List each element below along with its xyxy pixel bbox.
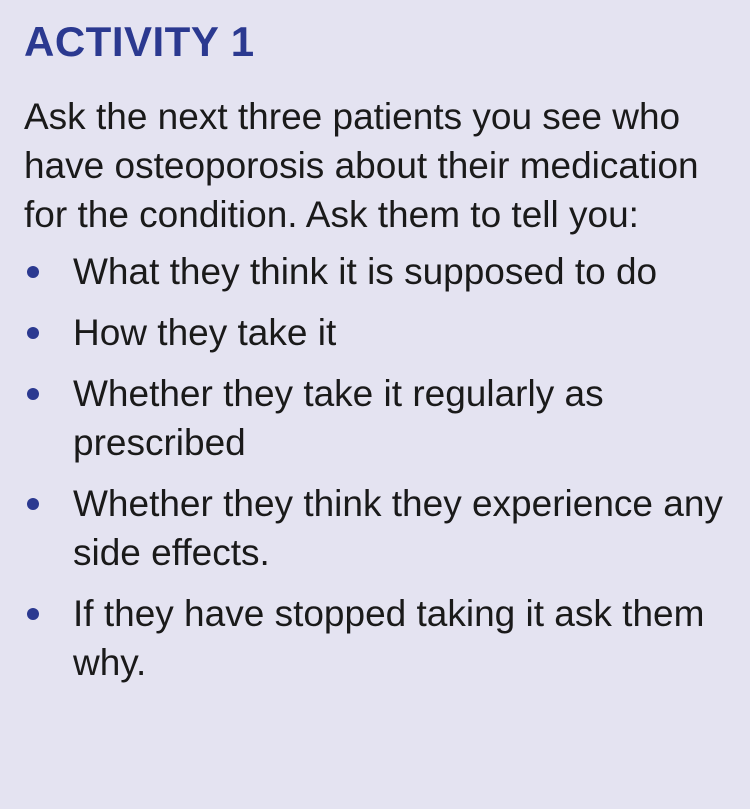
bullet-item-stopped	[24, 589, 724, 687]
bullet-dot-icon	[27, 498, 39, 510]
bullet-item-side-effects	[24, 479, 724, 577]
bullet-item-purpose	[24, 247, 724, 296]
bullet-text: How they take it	[73, 312, 337, 353]
bullet-dot-icon	[27, 608, 39, 620]
bullet-dot-icon	[27, 327, 39, 339]
bullet-text: Whether they think they experience any side effects.	[73, 483, 723, 573]
bullet-text: What they think it is supposed to do	[73, 251, 658, 292]
activity-intro: Ask the next three patients you see who have osteoporosis about their medication for the condition. Ask them to tell you:	[24, 96, 699, 235]
bullet-item-regularity	[24, 369, 724, 467]
activity-bullet-list	[24, 247, 724, 687]
bullet-dot-icon	[27, 266, 39, 278]
bullet-item-how-taken	[24, 308, 724, 357]
bullet-text: If they have stopped taking it ask them why.	[73, 593, 705, 683]
bullet-text: Whether they take it regularly as prescribed	[73, 373, 604, 463]
activity-title: ACTIVITY 1	[24, 18, 255, 65]
bullet-dot-icon	[27, 388, 39, 400]
